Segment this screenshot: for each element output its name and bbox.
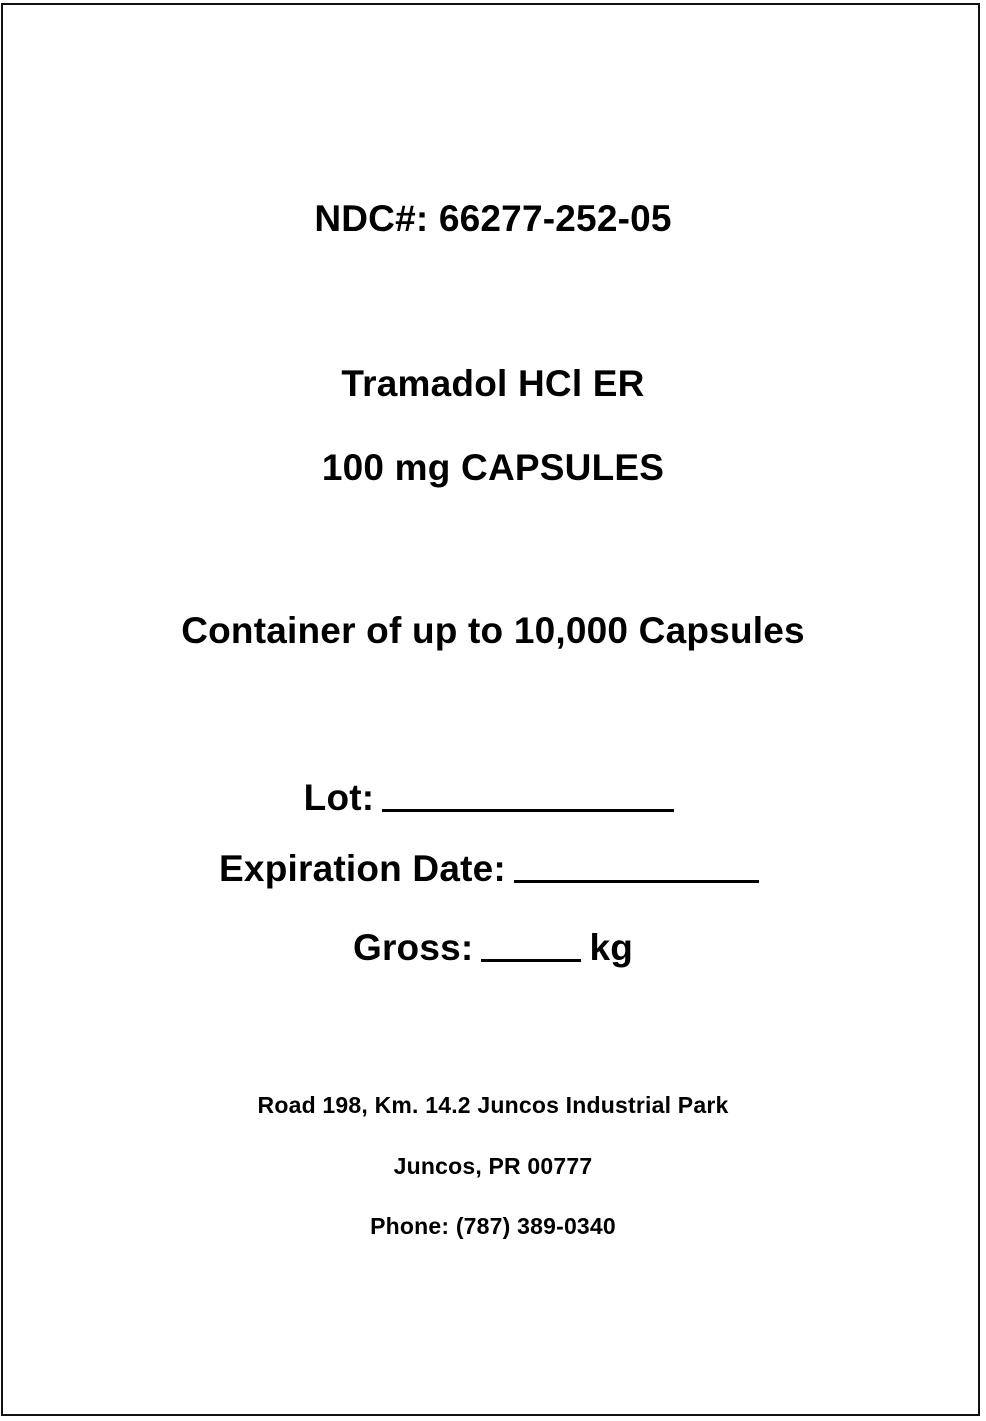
address-line-2: Juncos, PR 00777 — [393, 1153, 593, 1179]
lot-label: Lot: — [303, 777, 375, 818]
expiration-blank-line — [514, 879, 759, 883]
address-line-1: Road 198, Km. 14.2 Juncos Industrial Park — [257, 1092, 729, 1118]
gross-blank-line — [481, 958, 581, 962]
expiration-label: Expiration Date: — [219, 848, 506, 889]
gross-row — [0, 927, 986, 969]
ndc-number: NDC#: 66277-252-05 — [314, 198, 672, 239]
lot-blank-line — [382, 808, 674, 812]
gross-label: Gross: — [352, 927, 474, 968]
product-name: Tramadol HCl ER — [341, 363, 645, 404]
product-strength: 100 mg CAPSULES — [321, 447, 665, 488]
gross-unit: kg — [589, 927, 634, 968]
container-capacity: Container of up to 10,000 Capsules — [181, 610, 805, 651]
lot-row — [0, 777, 986, 819]
expiration-row — [0, 848, 986, 890]
phone-number: Phone: (787) 389-0340 — [370, 1213, 616, 1239]
